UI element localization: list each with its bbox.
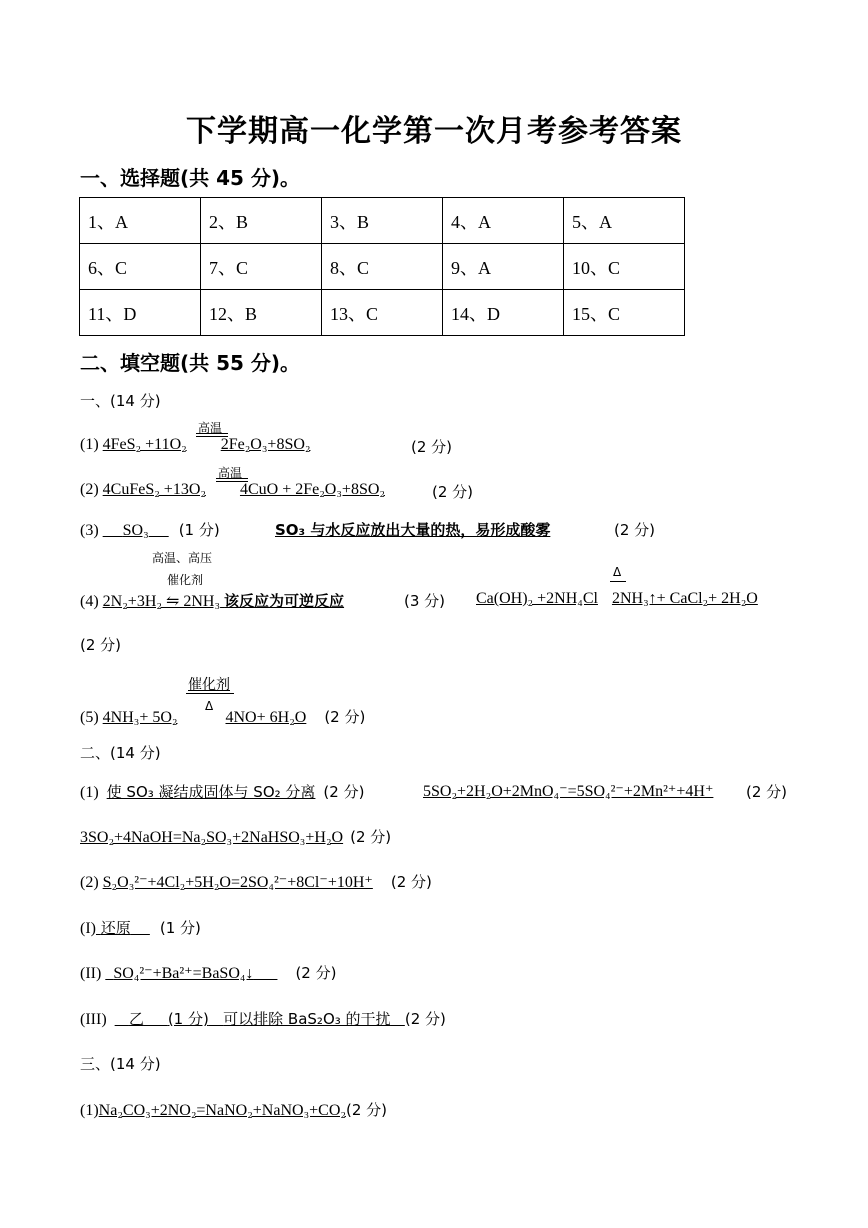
choice-cell: 9、A: [443, 244, 564, 290]
q1-p5-equation: 4NH₃+ 5O₂ 4NO+ 6H₂O: [102, 709, 307, 726]
q1-p5-line: [80, 706, 365, 727]
q1-p3-score1: (1 分): [178, 521, 220, 539]
q1-header: 一、(14 分): [80, 392, 161, 410]
choice-cell: 1、A: [80, 198, 201, 244]
q2-pIII-score2: (2 分): [404, 1010, 446, 1028]
choice-cell: 8、C: [322, 244, 443, 290]
choice-cell: 2、B: [201, 198, 322, 244]
choice-cell: 4、A: [443, 198, 564, 244]
q3-p1-num: (1): [80, 1102, 99, 1119]
q1-p4-score1: (3 分): [404, 592, 446, 610]
choice-row: [80, 290, 685, 336]
q2-pIII-num: (III): [80, 1011, 107, 1028]
q2-p1b-equation: 3SO₂+4NaOH=Na₂SO₃+2NaHSO₃+H₂O: [80, 829, 344, 846]
q1-p5-arrow: [186, 693, 234, 694]
q2-p2-equation: S₂O₃²⁻+4Cl₂+5H₂O=2SO₄²⁻+8Cl⁻+10H⁺: [102, 874, 373, 891]
choice-cell: 10、C: [564, 244, 685, 290]
q1-p4-condition-bottom: 催化剂: [167, 573, 204, 587]
choice-row: [80, 244, 685, 290]
q1-p1-equation: 4FeS₂ +11O₂ 2Fe₂O₃+8SO₂: [102, 436, 311, 453]
q1-p5-delta: Δ: [205, 699, 214, 713]
q1-p3-num: (3): [80, 522, 99, 539]
q2-pII-line: [80, 962, 336, 983]
q1-p3-score2: (2 分): [614, 521, 656, 539]
q2-p2-num: (2): [80, 874, 99, 891]
q2-pI-answer: 还原: [100, 919, 131, 937]
q2-p1-score2: (2 分): [746, 783, 788, 801]
q3-header: 三、(14 分): [80, 1055, 161, 1073]
q2-pI-score: (1 分): [159, 919, 201, 937]
q1-p4-equation2: Ca(OH)₂ +2NH₄Cl 2NH₃↑+ CaCl₂+ 2H₂O: [476, 590, 758, 607]
q1-p4-equation: 2N₂+3H₂ ⇋ 2NH₃ 该反应为可逆反应: [102, 592, 345, 610]
q1-p1-line: [80, 436, 310, 454]
q2-p1-equation: 5SO₂+2H₂O+2MnO₄⁻=5SO₄²⁻+2Mn²⁺+4H⁺: [423, 783, 714, 800]
section-choice-heading: 一、选择题(共 45 分)。: [80, 166, 301, 190]
choice-cell: 12、B: [201, 290, 322, 336]
q2-pI-line: [80, 917, 201, 938]
choice-cell: 15、C: [564, 290, 685, 336]
q1-p4-delta: Δ: [613, 565, 622, 579]
q1-p2-line: [80, 481, 385, 499]
q1-p4-delta-bar: [610, 581, 626, 582]
q2-p1b-score: (2 分): [350, 828, 392, 846]
q2-p2-score: (2 分): [390, 873, 432, 891]
section-fill-heading: 二、填空题(共 55 分)。: [80, 351, 301, 375]
q1-p4-score2: (2 分): [80, 636, 122, 654]
q2-p1-line: [80, 781, 364, 802]
q1-p5-condition: 催化剂: [188, 677, 230, 693]
q1-p4-line: [80, 590, 344, 611]
choice-cell: 13、C: [322, 290, 443, 336]
q2-p2-line: [80, 871, 432, 892]
choice-cell: 3、B: [322, 198, 443, 244]
q1-p1-score: (2 分): [411, 438, 453, 456]
q2-header: 二、(14 分): [80, 744, 161, 762]
q2-p1-answer: 使 SO₃ 凝结成固体与 SO₂ 分离: [106, 783, 316, 801]
choice-cell: 11、D: [80, 290, 201, 336]
q2-pII-answer: SO₄²⁻+Ba²⁺=BaSO₄↓: [113, 965, 254, 982]
q2-p1b-line: [80, 826, 391, 847]
q1-p3-reason: SO₃ 与水反应放出大量的热，易形成酸雾: [275, 521, 551, 539]
q2-pIII-line: [80, 1008, 446, 1029]
q1-p1-condition: 高温: [198, 421, 223, 435]
choice-cell: 5、A: [564, 198, 685, 244]
q2-pII-score: (2 分): [295, 964, 337, 982]
q1-p4-num: (4): [80, 593, 99, 610]
q1-p4-condition-top: 高温、高压: [152, 551, 213, 565]
q3-p1-line: [80, 1099, 387, 1120]
q2-pI-num: (I): [80, 920, 96, 937]
q1-p2-equation: 4CuFeS₂ +13O₂ 4CuO + 2Fe₂O₃+8SO₂: [102, 481, 385, 498]
q1-p3-answer: SO₃: [122, 522, 149, 539]
q3-p1-score: (2 分): [345, 1101, 387, 1119]
choice-answer-table: [79, 197, 685, 336]
q1-p1-num: (1): [80, 436, 99, 453]
q2-p1-num: (1): [80, 784, 99, 801]
q2-pIII-answer: 乙 (1 分) 可以排除 BaS₂O₃ 的干扰: [128, 1010, 391, 1028]
choice-cell: 6、C: [80, 244, 201, 290]
q1-p2-condition: 高温: [218, 466, 243, 480]
choice-row: [80, 198, 685, 244]
q2-pII-num: (II): [80, 965, 102, 982]
q1-p2-score: (2 分): [432, 483, 474, 501]
q1-p3-line: [80, 519, 220, 540]
q1-p5-num: (5): [80, 709, 99, 726]
page-title: 下学期高一化学第一次月考参考答案: [186, 114, 682, 149]
choice-cell: 7、C: [201, 244, 322, 290]
q2-p1-score1: (2 分): [323, 783, 365, 801]
q1-p2-num: (2): [80, 481, 99, 498]
q1-p5-score: (2 分): [324, 708, 366, 726]
choice-cell: 14、D: [443, 290, 564, 336]
q3-p1-equation: Na₂CO₃+2NO₂=NaNO₂+NaNO₃+CO₂: [98, 1102, 346, 1119]
